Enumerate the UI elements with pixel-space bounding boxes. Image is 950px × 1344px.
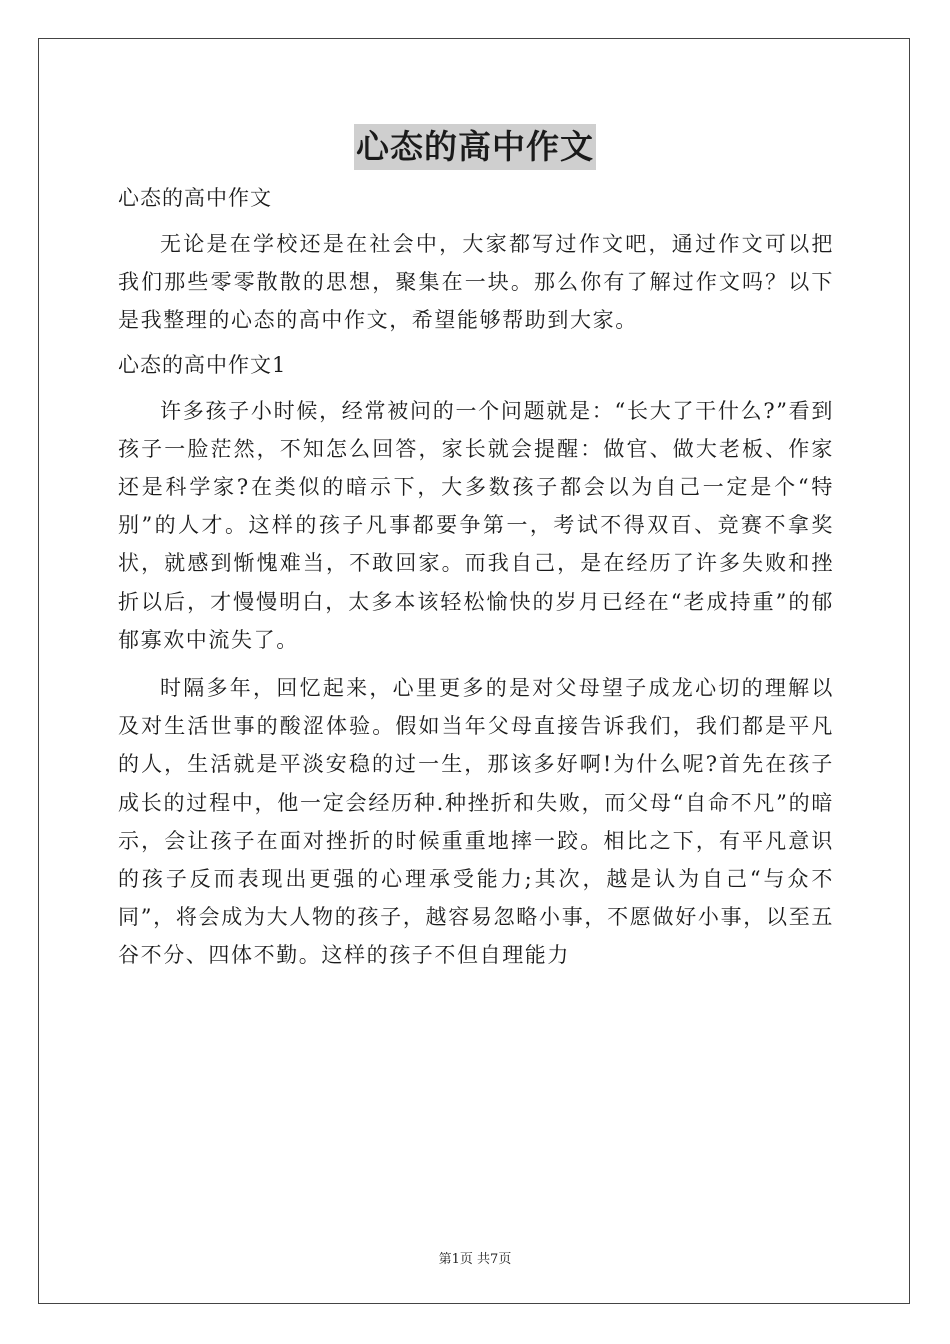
intro-paragraph: 无论是在学校还是在社会中，大家都写过作文吧，通过作文可以把我们那些零零散散的思想，聚集在一块。那么你有了解过作文吗？以下是我整理的心态的高中作文，希望能够帮助到大家。 [118, 232, 834, 333]
document-subtitle: 心态的高中作文 [118, 186, 272, 210]
page-footer: 第1页 共7页 [438, 1252, 512, 1267]
document-body [118, 179, 834, 975]
section-title: 心态的高中作文1 [118, 352, 287, 377]
document-title: 心态的高中作文 [354, 124, 596, 170]
body-paragraph-1: 许多孩子小时候，经常被问的一个问题就是：“长大了干什么?”看到孩子一脸茫然，不知怎么回答，家长就会提醒：做官、做大老板、作家还是科学家?在类似的暗示下，大多数孩子都会以为自己一定是个“特别”的人才。这样的孩子凡事都要争第一，考试不得双百、竞赛不拿奖状，就感到惭愧难当，不敢回家。而我自己，是在经历了许多失败和挫折以后，才慢慢明白，太多本该轻松愉快的岁月已经在“老成持重”的郁郁寡欢中流失了。 [118, 398, 834, 652]
title-container [0, 124, 950, 170]
body-paragraph-2: 时隔多年，回忆起来，心里更多的是对父母望子成龙心切的理解以及对生活世事的酸涩体验。假如当年父母直接告诉我们，我们都是平凡的人，生活就是平淡安稳的过一生，那该多好啊!为什么呢?首先在孩子成长的过程中，他一定会经历种.种挫折和失败，而父母“自命不凡”的暗示，会让孩子在面对挫折的时候重重地摔一跤。相比之下，有平凡意识的孩子反而表现出更强的心理承受能力;其次，越是认为自己“与众不同”，将会成为大人物的孩子，越容易忽略小事，不愿做好小事，以至五谷不分、四体不勤。这样的孩子不但自理能力 [118, 676, 834, 968]
